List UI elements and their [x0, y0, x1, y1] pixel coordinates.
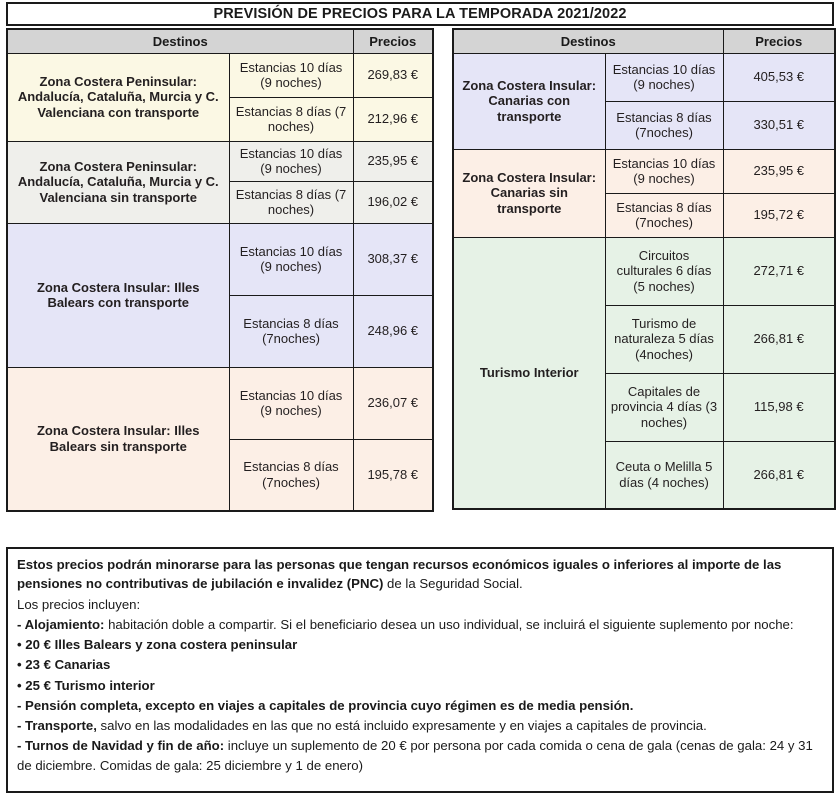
note-full-board: - Pensión completa, excepto en viajes a capitales de provincia cuyo régimen es de media pensión.: [17, 697, 634, 713]
stay-cell: Estancias 8 días (7noches): [229, 295, 353, 367]
price-cell: 266,81 €: [723, 305, 835, 373]
note-supplement-interior: • 25 € Turismo interior: [17, 677, 155, 693]
conditions-notes-box: [6, 547, 834, 793]
table-row: [7, 367, 433, 439]
stay-cell: Estancias 10 días (9 noches): [605, 53, 723, 101]
stay-cell: Capitales de provincia 4 días (3 noches): [605, 373, 723, 441]
table-header-row: [7, 29, 433, 53]
note-supplement-balears: • 20 € Illes Balears y zona costera peninsular: [17, 637, 298, 653]
price-cell: 269,83 €: [353, 53, 433, 97]
document-title-bar: [6, 2, 834, 26]
destination-cell: Zona Costera Peninsular: Andalucía, Cataluña, Murcia y C. Valenciana con transporte: [7, 53, 229, 141]
stay-cell: Turismo de naturaleza 5 días (4noches): [605, 305, 723, 373]
price-cell: 212,96 €: [353, 97, 433, 141]
destination-cell: Zona Costera Insular: Illes Balears sin transporte: [7, 367, 229, 511]
stay-cell: Estancias 8 días (7noches): [605, 193, 723, 237]
table-row: [7, 53, 433, 97]
table-row: [7, 223, 433, 295]
column-header-destinos: Destinos: [7, 29, 353, 53]
note-discount-rest: de la Seguridad Social.: [383, 576, 523, 592]
table-header-row: [453, 29, 835, 53]
price-cell: 405,53 €: [723, 53, 835, 101]
price-cell: 115,98 €: [723, 373, 835, 441]
column-header-precios: Precios: [723, 29, 835, 53]
note-accommodation-label: - Alojamiento:: [17, 616, 105, 632]
stay-cell: Estancias 8 días (7 noches): [229, 181, 353, 223]
destination-cell: Turismo Interior: [453, 237, 605, 509]
table-row: [453, 149, 835, 193]
price-cell: 272,71 €: [723, 237, 835, 305]
table-row: [453, 237, 835, 305]
stay-cell: Estancias 8 días (7noches): [229, 439, 353, 511]
note-christmas-label: - Turnos de Navidad y fin de año:: [17, 738, 225, 754]
note-transport-label: - Transporte,: [17, 718, 97, 734]
stay-cell: Ceuta o Melilla 5 días (4 noches): [605, 441, 723, 509]
price-cell: 196,02 €: [353, 181, 433, 223]
stay-cell: Estancias 8 días (7 noches): [229, 97, 353, 141]
column-header-precios: Precios: [353, 29, 433, 53]
note-includes-heading: Los precios incluyen:: [17, 596, 141, 612]
right-price-table: [452, 28, 836, 510]
price-cell: 330,51 €: [723, 101, 835, 149]
stay-cell: Circuitos culturales 6 días (5 noches): [605, 237, 723, 305]
price-cell: 195,72 €: [723, 193, 835, 237]
left-price-table: [6, 28, 434, 512]
destination-cell: Zona Costera Insular: Illes Balears con transporte: [7, 223, 229, 367]
price-cell: 235,95 €: [353, 141, 433, 181]
table-row: [7, 141, 433, 181]
note-christmas: [17, 736, 823, 775]
page-title: PREVISIÓN DE PRECIOS PARA LA TEMPORADA 2021/2022: [213, 6, 627, 22]
price-cell: 235,95 €: [723, 149, 835, 193]
stay-cell: Estancias 10 días (9 noches): [229, 141, 353, 181]
stay-cell: Estancias 10 días (9 noches): [605, 149, 723, 193]
note-supplement-canarias: • 23 € Canarias: [17, 657, 111, 673]
note-transport-text: salvo en las modalidades en las que no está incluido expresamente y en viajes a capitales de provincia.: [96, 718, 707, 734]
price-cell: 195,78 €: [353, 439, 433, 511]
price-cell: 308,37 €: [353, 223, 433, 295]
stay-cell: Estancias 10 días (9 noches): [229, 367, 353, 439]
column-header-destinos: Destinos: [453, 29, 723, 53]
stay-cell: Estancias 10 días (9 noches): [229, 53, 353, 97]
note-accommodation: [17, 615, 823, 634]
note-accommodation-text: habitación doble a compartir. Si el beneficiario desea un uso individual, se incluirá el siguiente suplemento por noche:: [104, 616, 794, 632]
note-transport: [17, 716, 823, 735]
stay-cell: Estancias 10 días (9 noches): [229, 223, 353, 295]
price-cell: 236,07 €: [353, 367, 433, 439]
note-discount: [17, 555, 823, 594]
destination-cell: Zona Costera Peninsular: Andalucía, Cataluña, Murcia y C. Valenciana sin transporte: [7, 141, 229, 223]
note-discount-bold: Estos precios podrán minorarse para las personas que tengan recursos económicos iguales o inferiores al importe de las pensiones no contributivas de jubilación e invalidez (PNC): [17, 557, 782, 592]
price-cell: 266,81 €: [723, 441, 835, 509]
destination-cell: Zona Costera Insular: Canarias con transporte: [453, 53, 605, 149]
stay-cell: Estancias 8 días (7noches): [605, 101, 723, 149]
destination-cell: Zona Costera Insular: Canarias sin transporte: [453, 149, 605, 237]
table-row: [453, 53, 835, 101]
price-cell: 248,96 €: [353, 295, 433, 367]
note-christmas-text: incluye un suplemento de 20 € por persona por cada comida o cena de gala (cenas de gala: 24 y 31 de diciembre. Comidas de gala: 25 diciembre y 1 de enero): [17, 738, 813, 773]
